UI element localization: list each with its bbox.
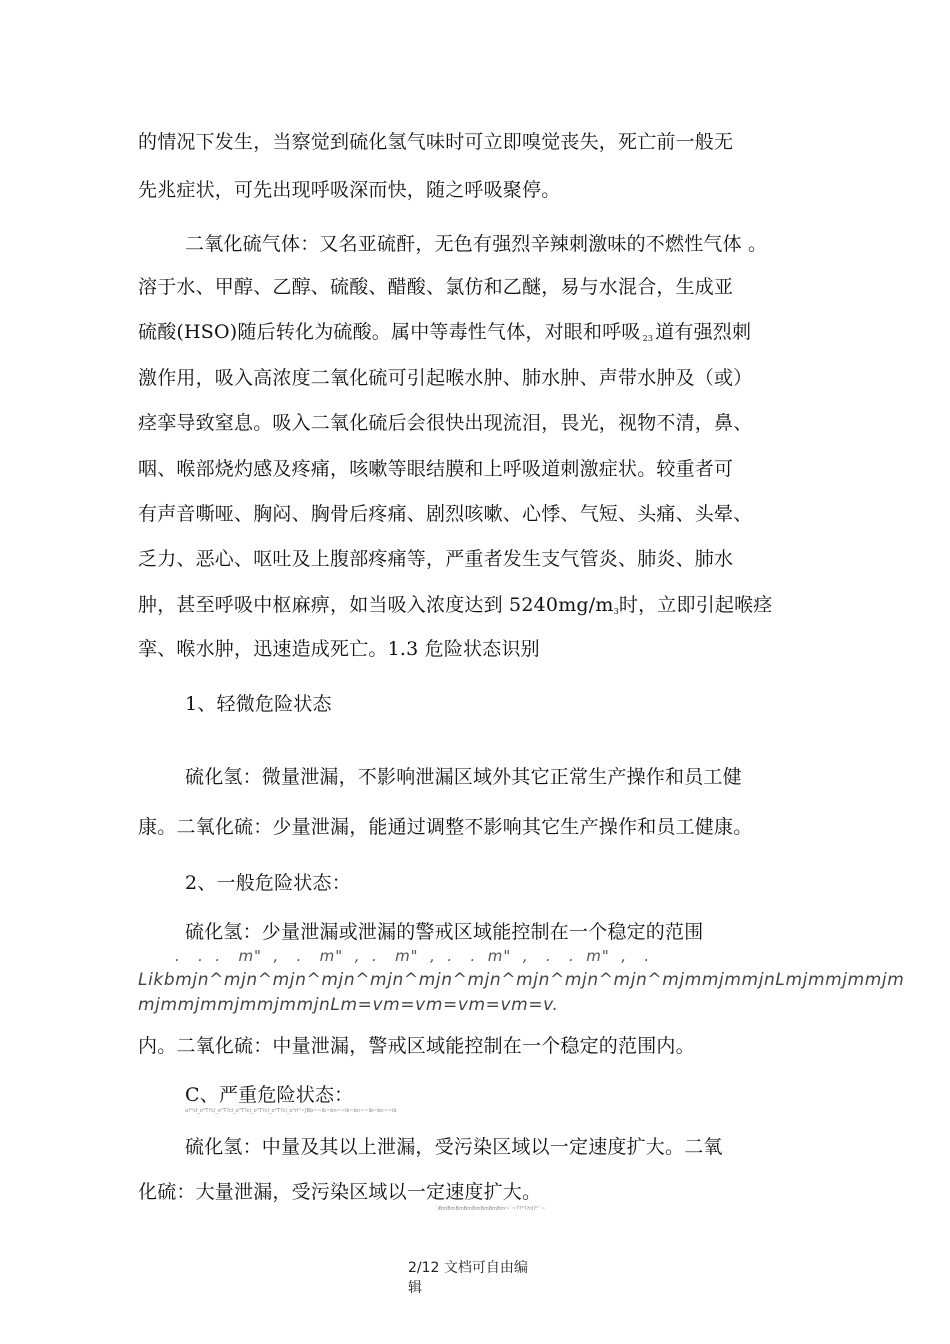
paragraph-line: 康。二氧化硫：少量泄漏，能通过调整不影响其它生产操作和员工健康。	[138, 816, 753, 838]
paragraph-line: 有声音嘶哑、胸闷、胸骨后疼痛、剧烈咳嗽、心悸、气短、头痛、头晕、	[138, 503, 753, 525]
text-segment: 肿，甚至呼吸中枢麻痹，如当吸入浓度达到 5240mg/m	[138, 594, 614, 616]
paragraph-line: 乏力、恶心、呕吐及上腹部疼痛等，严重者发生支气管炎、肺炎、肺水	[138, 548, 734, 570]
paragraph-line: 痉挛导致窒息。吸入二氧化硫后会很快出现流泪，畏光，视物不清，鼻、	[138, 412, 753, 434]
paragraph-line: 二氧化硫气体：又名亚硫酐，无色有强烈辛辣刺激味的不燃性气体 。	[185, 233, 768, 255]
paragraph-line: 硫化氢：微量泄漏，不影响泄漏区域外其它正常生产操作和员工健	[185, 766, 742, 788]
text-segment: 时，立即引起喉痉	[618, 594, 773, 616]
paragraph-line: 内。二氧化硫：中量泄漏，警戒区域能控制在一个稳定的范围内。	[138, 1035, 695, 1057]
paragraph-line: 激作用，吸入高浓度二氧化硫可引起喉水肿、肺水肿、声带水肿及（或）	[138, 367, 753, 389]
paragraph-line: 的情况下发生，当察觉到硫化氢气味时可立即嗅觉丧失，死亡前一般无	[138, 131, 734, 153]
text-segment: )随后转化为硫酸。属中等毒性气体，对眼和呼吸	[229, 321, 641, 343]
paragraph-line: 咽、喉部烧灼感及疼痛，咳嗽等眼结膜和上呼吸道刺激症状。较重者可	[138, 458, 734, 480]
subscript-3: 3	[613, 607, 619, 616]
section-heading: 2、一般危险状态：	[185, 872, 351, 894]
text-segment: 道有强烈刺	[655, 321, 752, 343]
text-segment: 硫酸(HSO	[138, 321, 230, 343]
section-heading: C、严重危险状态：	[185, 1084, 354, 1106]
paragraph-line: 先兆症状，可先出现呼吸深而快，随之呼吸聚停。	[138, 179, 561, 201]
footer-line: 辑	[408, 1280, 422, 1296]
paragraph-line	[138, 320, 751, 348]
paragraph-line: 硫化氢：中量及其以上泄漏，受污染区域以一定速度扩大。二氧	[185, 1136, 723, 1158]
paragraph-line	[138, 593, 773, 621]
garbled-text: a?°cl_o°T?cl_o°T?cl_o°T?cl_o°T?cl_o°T?cl_o°rl°~JBb~~ib~bn~~ib~bn~~ib~bn~~ib	[185, 1108, 397, 1114]
garbled-text: mjmmjmmjmmjmmjnLm=vm=vm=vm=vm=v.	[138, 995, 559, 1015]
page-footer	[408, 1258, 558, 1298]
garbled-text: . . . m" , . m" , . m" , . . m" , . . m" , .	[175, 947, 651, 965]
subscript-23: 23	[642, 334, 654, 343]
garbled-text: Likbmjn^mjn^mjn^mjn^mjn^mjn^mjn^mjn^mjn^mjn^mjmmjmmjnLmjmmjmmjm	[138, 970, 905, 990]
footer-line: 2/12 文档可自由编	[408, 1260, 528, 1276]
paragraph-line: 溶于水、甲醇、乙醇、硫酸、醋酸、氯仿和乙醚，易与水混合，生成亚	[138, 276, 734, 298]
paragraph-line: 硫化氢：少量泄漏或泄漏的警戒区域能控制在一个稳定的范围	[185, 921, 704, 943]
section-heading: 1、轻微危险状态	[185, 693, 332, 715]
paragraph-line: 化硫：大量泄漏，受污染区域以一定速度扩大。	[138, 1181, 542, 1203]
paragraph-line: 挛、喉水肿，迅速造成死亡。1.3 危险状态识别	[138, 638, 540, 660]
garbled-text: `iBmBmBmBmBmBmBmBm~`~??°??cl?°`~	[435, 1206, 546, 1212]
